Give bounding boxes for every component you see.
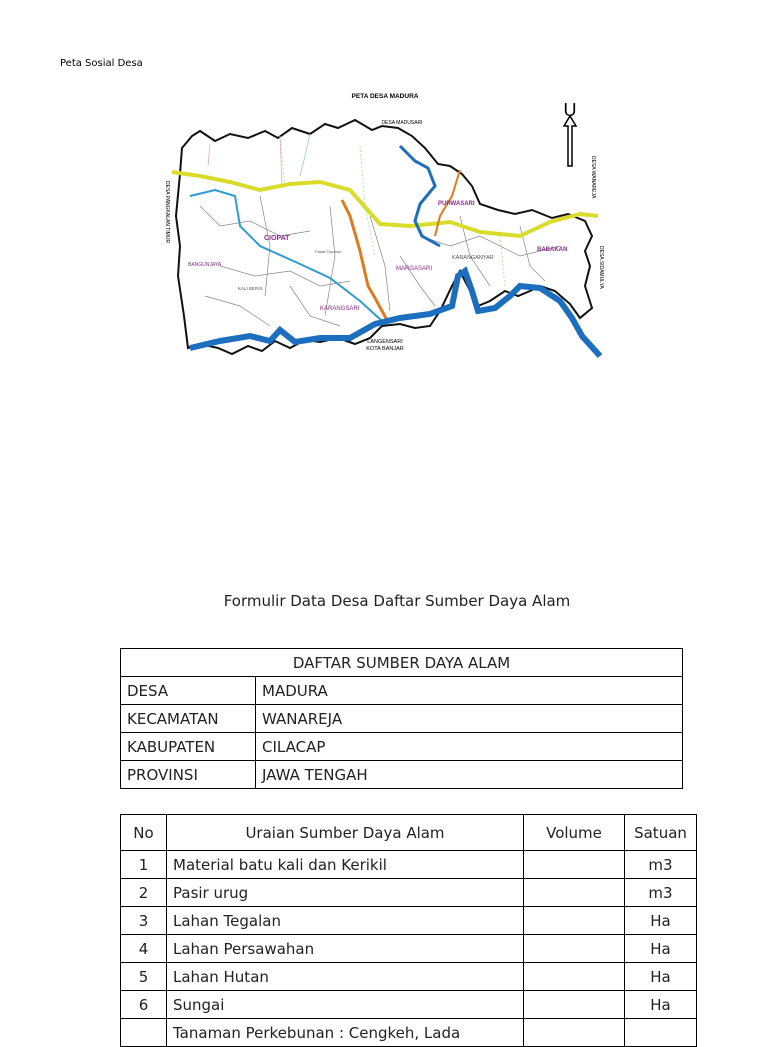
cell-satuan (625, 1019, 697, 1047)
cell-satuan: Ha (625, 935, 697, 963)
cell-volume (524, 879, 625, 907)
cell-satuan: Ha (625, 963, 697, 991)
cell-no: 1 (121, 851, 167, 879)
label-karangsari: KARANGSARI (320, 306, 360, 312)
cell-uraian: Lahan Persawahan (167, 935, 524, 963)
info-key: PROVINSI (121, 761, 256, 789)
cell-uraian: Lahan Tegalan (167, 907, 524, 935)
cell-no: 2 (121, 879, 167, 907)
info-value: WANAREJA (256, 705, 683, 733)
label-desa-madusari: DESA MADUSARI (381, 120, 423, 126)
cell-uraian: Material batu kali dan Kerikil (167, 851, 524, 879)
label-bangunjaya: BANGUNJAYA (188, 262, 222, 268)
label-purwasari: PURWASARI (438, 201, 475, 207)
cell-volume (524, 907, 625, 935)
cell-no: 3 (121, 907, 167, 935)
resource-table (120, 814, 697, 1047)
cell-volume (524, 851, 625, 879)
table-row (121, 935, 697, 963)
info-key: DESA (121, 677, 256, 705)
label-karanganyar: KARANGANYAR (452, 255, 494, 261)
info-row-kabupaten (121, 733, 683, 761)
table-row (121, 963, 697, 991)
north-label: U (563, 100, 577, 120)
label-desa-left: DESA PANGKALAN TIMUR (164, 181, 170, 244)
label-desa-sidamulya: DESA SIDAMULYA (598, 246, 604, 289)
cell-no: 6 (121, 991, 167, 1019)
col-no: No (121, 815, 167, 851)
cell-no: 4 (121, 935, 167, 963)
info-value: CILACAP (256, 733, 683, 761)
cell-satuan: Ha (625, 907, 697, 935)
cell-uraian: Sungai (167, 991, 524, 1019)
map-title: PETA DESA MADURA (351, 93, 419, 100)
cell-satuan: Ha (625, 991, 697, 1019)
cell-no: 5 (121, 963, 167, 991)
label-kali-beris: KALI BERIS (238, 286, 263, 291)
table-row (121, 851, 697, 879)
cell-volume (524, 991, 625, 1019)
cell-volume (524, 935, 625, 963)
info-row-provinsi (121, 761, 683, 789)
info-value: JAWA TENGAH (256, 761, 683, 789)
cell-uraian: Tanaman Perkebunan : Cengkeh, Lada (167, 1019, 524, 1047)
label-margasari: MARGASARI (396, 266, 433, 272)
section-label: Peta Sosial Desa (60, 58, 143, 69)
cell-satuan: m3 (625, 879, 697, 907)
info-row-desa (121, 677, 683, 705)
table-row (121, 907, 697, 935)
info-table-header: DAFTAR SUMBER DAYA ALAM (121, 649, 683, 677)
label-ciopat: CIOPAT (264, 235, 290, 242)
label-kota-banjar-1: LANGENSARI (367, 339, 403, 345)
cell-uraian: Lahan Hutan (167, 963, 524, 991)
label-babakan: BABAKAN (537, 247, 568, 253)
col-volume: Volume (524, 815, 625, 851)
cell-volume (524, 1019, 625, 1047)
resource-table-header (121, 815, 697, 851)
table-row (121, 1019, 697, 1047)
info-value: MADURA (256, 677, 683, 705)
label-desa-wanareja: DESA WANAREJA (590, 156, 596, 199)
info-table (120, 648, 683, 789)
table-row (121, 879, 697, 907)
label-pasar: Pasar Cisumur (315, 249, 342, 254)
table-row (121, 991, 697, 1019)
cell-satuan: m3 (625, 851, 697, 879)
form-title: Formulir Data Desa Daftar Sumber Daya Alam (223, 592, 571, 610)
col-uraian: Uraian Sumber Daya Alam (167, 815, 524, 851)
cell-no (121, 1019, 167, 1047)
village-map (160, 86, 610, 370)
info-key: KECAMATAN (121, 705, 256, 733)
label-kota-banjar-2: KOTA BANJAR (366, 346, 404, 352)
info-row-kecamatan (121, 705, 683, 733)
col-satuan: Satuan (625, 815, 697, 851)
info-key: KABUPATEN (121, 733, 256, 761)
cell-uraian: Pasir urug (167, 879, 524, 907)
cell-volume (524, 963, 625, 991)
